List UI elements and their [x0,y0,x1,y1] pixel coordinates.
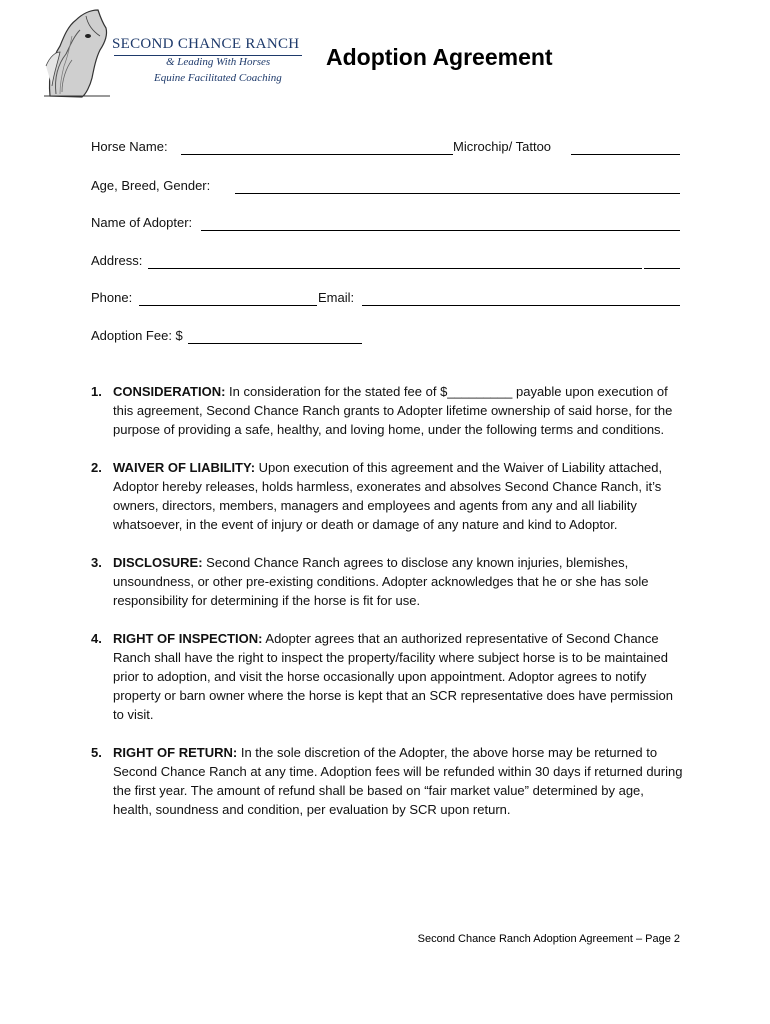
page-footer: Second Chance Ranch Adoption Agreement – Page 2 [417,933,680,945]
phone-label: Phone: [91,290,133,305]
adopter-name-field[interactable] [201,230,680,231]
clause-heading: RIGHT OF INSPECTION: [113,631,263,646]
ranch-logo [42,6,304,98]
logo-name: SECOND CHANCE RANCH [112,36,300,52]
address-field[interactable] [148,268,642,269]
email-field[interactable] [362,305,680,306]
horse-head-icon [42,6,112,98]
clause-text: Upon execution of this agreement and the Waiver of Liability attached, Adoptor hereby releases, holds harmless, exonerates and absolves Second Chance Ranch, it’s owners, directors, members, managers and employees and agents from any and all liability whatsoever, in the event of injury or death or damage of any nature and kind to Adoptor. [113,460,663,532]
horse-name-field[interactable] [181,154,453,155]
clause-text: In consideration for the stated fee of $_________ payable upon execution of this agreement, Second Chance Ranch grants to Adopter lifetime ownership of said horse, for the purpose of providing a safe, healthy, and loving home, under the following terms and conditions. [113,384,673,437]
clause-disclosure [91,553,683,610]
clause-number: 4. [91,631,102,646]
clause-waiver-of-liability [91,458,683,534]
phone-field[interactable] [139,305,317,306]
page-title: Adoption Agreement [326,44,553,70]
adopter-name-row [91,215,681,235]
clause-heading: DISCLOSURE: [113,555,203,570]
clause-heading: WAIVER OF LIABILITY: [113,460,256,475]
clause-number: 3. [91,555,102,570]
age-breed-gender-label: Age, Breed, Gender: [91,178,211,193]
clause-consideration [91,382,683,439]
fee-row [91,328,681,348]
horse-name-label: Horse Name: [91,139,168,154]
email-label: Email: [318,290,355,305]
address-row [91,253,681,273]
clause-heading: RIGHT OF RETURN: [113,745,238,760]
clause-heading: CONSIDERATION: [113,384,226,399]
address-field-extra[interactable] [644,268,680,269]
logo-subtagline: Equine Facilitated Coaching [154,72,282,84]
clause-number: 1. [91,384,102,399]
fee-label: Adoption Fee: $ [91,328,183,343]
clause-number: 5. [91,745,102,760]
clause-text: Second Chance Ranch agrees to disclose any known injuries, blemishes, unsoundness, or other pre-existing conditions. Adopter acknowledges that he or she has sole responsibility for determining if the horse is fit for use. [113,555,649,608]
adopter-name-label: Name of Adopter: [91,215,193,230]
fee-field[interactable] [188,343,362,344]
clause-text: Adopter agrees that an authorized representative of Second Chance Ranch shall have the right to inspect the property/facility where subject horse is to be maintained prior to adoption, and visit the horse occasionally upon appointment. Adoptor agrees to notify property or barn owner where the horse is kept that an SCR representative does have permission to visit. [113,631,674,722]
logo-tagline: & Leading With Horses [166,56,271,68]
contact-row [91,290,681,310]
clause-right-of-inspection [91,629,683,724]
clause-text: In the sole discretion of the Adopter, the above horse may be returned to Second Chance Ranch at any time. Adoption fees will be refunded within 30 days if returned during the first year. The amount of refund shall be based on “fair market value” determined by age, health, soundness and condition, per evaluation by SCR upon return. [113,745,683,817]
clause-number: 2. [91,460,102,475]
age-breed-gender-field[interactable] [235,193,680,194]
agreement-clauses [91,382,683,838]
clause-right-of-return [91,743,683,819]
address-label: Address: [91,253,143,268]
microchip-label: Microchip/ Tattoo [453,139,552,154]
age-breed-gender-row [91,178,681,198]
microchip-field[interactable] [571,154,680,155]
horse-name-row [91,139,681,159]
